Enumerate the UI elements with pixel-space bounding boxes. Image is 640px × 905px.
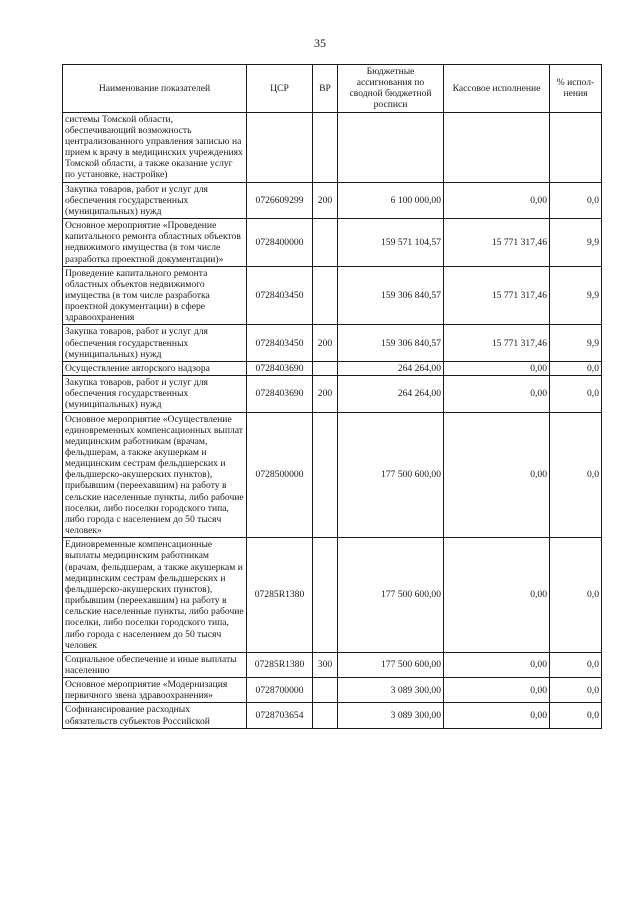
cell-budget xyxy=(338,112,444,182)
cell-csr: 0728403690 xyxy=(247,376,313,412)
cell-vr xyxy=(313,678,338,703)
cell-budget: 3 089 300,00 xyxy=(338,678,444,703)
table-row xyxy=(63,412,602,538)
header-name: Наименование показателей xyxy=(63,65,247,113)
cell-name: Единовременные компенсационные выплаты медицинским работникам (врачам, фельдшерам, а также акушеркам и медицинским сестрам фельдшерских и фельдшерско-акушерских пунктов), прибывшим (переехавшим) на работу в сельские населенные пункты, либо рабочие поселки, либо поселки городского типа, либо города с населением до 50 тысяч человек xyxy=(63,538,247,653)
cell-vr xyxy=(313,412,338,538)
cell-budget: 3 089 300,00 xyxy=(338,703,444,728)
cell-pct: 9,9 xyxy=(550,266,602,325)
page-number: 35 xyxy=(314,36,326,50)
cell-pct xyxy=(550,112,602,182)
cell-budget: 264 264,00 xyxy=(338,376,444,412)
cell-vr xyxy=(313,538,338,653)
cell-pct: 0,0 xyxy=(550,412,602,538)
budget-execution-table xyxy=(62,64,602,729)
cell-budget: 264 264,00 xyxy=(338,361,444,375)
cell-cash: 0,00 xyxy=(444,361,550,375)
cell-pct: 9,9 xyxy=(550,325,602,361)
cell-budget: 177 500 600,00 xyxy=(338,652,444,677)
cell-csr: 0728403690 xyxy=(247,361,313,375)
cell-vr: 200 xyxy=(313,325,338,361)
cell-cash: 0,00 xyxy=(444,412,550,538)
cell-csr: 0728403450 xyxy=(247,266,313,325)
cell-name: Закупка товаров, работ и услуг для обеспечения государственных (муниципальных) нужд xyxy=(63,325,247,361)
cell-pct: 0,0 xyxy=(550,361,602,375)
table-header xyxy=(63,65,602,113)
cell-budget: 177 500 600,00 xyxy=(338,412,444,538)
cell-cash xyxy=(444,112,550,182)
cell-cash: 0,00 xyxy=(444,376,550,412)
table-row xyxy=(63,678,602,703)
table-row xyxy=(63,325,602,361)
header-budget: Бюджетные ассигнования по сводной бюджетной росписи xyxy=(338,65,444,113)
cell-cash: 0,00 xyxy=(444,182,550,218)
table-row xyxy=(63,219,602,267)
table-row xyxy=(63,652,602,677)
cell-csr: 0728403450 xyxy=(247,325,313,361)
cell-name: Проведение капитального ремонта областных объектов недвижимого имущества (в том числе разработка проектной документации) в сфере здравоохранения xyxy=(63,266,247,325)
cell-name: Основное мероприятие «Модернизация первичного звена здравоохранения» xyxy=(63,678,247,703)
table-body xyxy=(63,112,602,728)
cell-name: Закупка товаров, работ и услуг для обеспечения государственных (муниципальных) нужд xyxy=(63,376,247,412)
cell-vr: 200 xyxy=(313,182,338,218)
cell-csr: 07285R1380 xyxy=(247,652,313,677)
cell-budget: 159 571 104,57 xyxy=(338,219,444,267)
table-row xyxy=(63,703,602,728)
cell-cash: 15 771 317,46 xyxy=(444,266,550,325)
cell-csr xyxy=(247,112,313,182)
cell-csr: 0728500000 xyxy=(247,412,313,538)
cell-name: Основное мероприятие «Осуществление единовременных компенсационных выплат медицинским работникам (врачам, фельдшерам, а также акушеркам и медицинским сестрам фельдшерских и фельдшерско-акушерских пунктов), прибывшим (переехавшим) на работу в сельские населенные пункты, либо рабочие поселки, либо поселки городского типа, либо города с населением до 50 тысяч человек» xyxy=(63,412,247,538)
cell-vr xyxy=(313,361,338,375)
header-csr: ЦСР xyxy=(247,65,313,113)
table-header-row xyxy=(63,65,602,113)
header-vr: ВР xyxy=(313,65,338,113)
cell-vr xyxy=(313,219,338,267)
cell-vr: 300 xyxy=(313,652,338,677)
cell-csr: 0726609299 xyxy=(247,182,313,218)
cell-pct: 9,9 xyxy=(550,219,602,267)
table-row xyxy=(63,361,602,375)
cell-pct: 0,0 xyxy=(550,376,602,412)
cell-name: Софинансирование расходных обязательств субъектов Российской xyxy=(63,703,247,728)
table-row xyxy=(63,112,602,182)
table-row xyxy=(63,376,602,412)
cell-name: Основное мероприятие «Проведение капитального ремонта областных объектов недвижимого имущества (в том числе разработка проектной документации)» xyxy=(63,219,247,267)
table-row xyxy=(63,266,602,325)
cell-name: системы Томской области, обеспечивающий возможность централизованного управления записью на прием к врачу в медицинских учреждениях Томской области, а также оказание услуг по установке, настройке) xyxy=(63,112,247,182)
cell-cash: 0,00 xyxy=(444,703,550,728)
cell-budget: 159 306 840,57 xyxy=(338,266,444,325)
cell-vr xyxy=(313,703,338,728)
header-pct: % испол-нения xyxy=(550,65,602,113)
cell-name: Закупка товаров, работ и услуг для обеспечения государственных (муниципальных) нужд xyxy=(63,182,247,218)
cell-cash: 15 771 317,46 xyxy=(444,325,550,361)
cell-name: Осуществление авторского надзора xyxy=(63,361,247,375)
cell-vr xyxy=(313,266,338,325)
cell-cash: 0,00 xyxy=(444,652,550,677)
header-cash: Кассовое исполнение xyxy=(444,65,550,113)
cell-budget: 159 306 840,57 xyxy=(338,325,444,361)
cell-cash: 0,00 xyxy=(444,538,550,653)
cell-pct: 0,0 xyxy=(550,652,602,677)
cell-csr: 0728703654 xyxy=(247,703,313,728)
cell-name: Социальное обеспечение и иные выплаты населению xyxy=(63,652,247,677)
cell-budget: 177 500 600,00 xyxy=(338,538,444,653)
cell-pct: 0,0 xyxy=(550,182,602,218)
cell-cash: 15 771 317,46 xyxy=(444,219,550,267)
cell-budget: 6 100 000,00 xyxy=(338,182,444,218)
table-row xyxy=(63,182,602,218)
cell-pct: 0,0 xyxy=(550,703,602,728)
cell-cash: 0,00 xyxy=(444,678,550,703)
table-row xyxy=(63,538,602,653)
cell-vr: 200 xyxy=(313,376,338,412)
cell-csr: 07285R1380 xyxy=(247,538,313,653)
cell-csr: 0728700000 xyxy=(247,678,313,703)
cell-pct: 0,0 xyxy=(550,678,602,703)
cell-vr xyxy=(313,112,338,182)
cell-pct: 0,0 xyxy=(550,538,602,653)
cell-csr: 0728400000 xyxy=(247,219,313,267)
